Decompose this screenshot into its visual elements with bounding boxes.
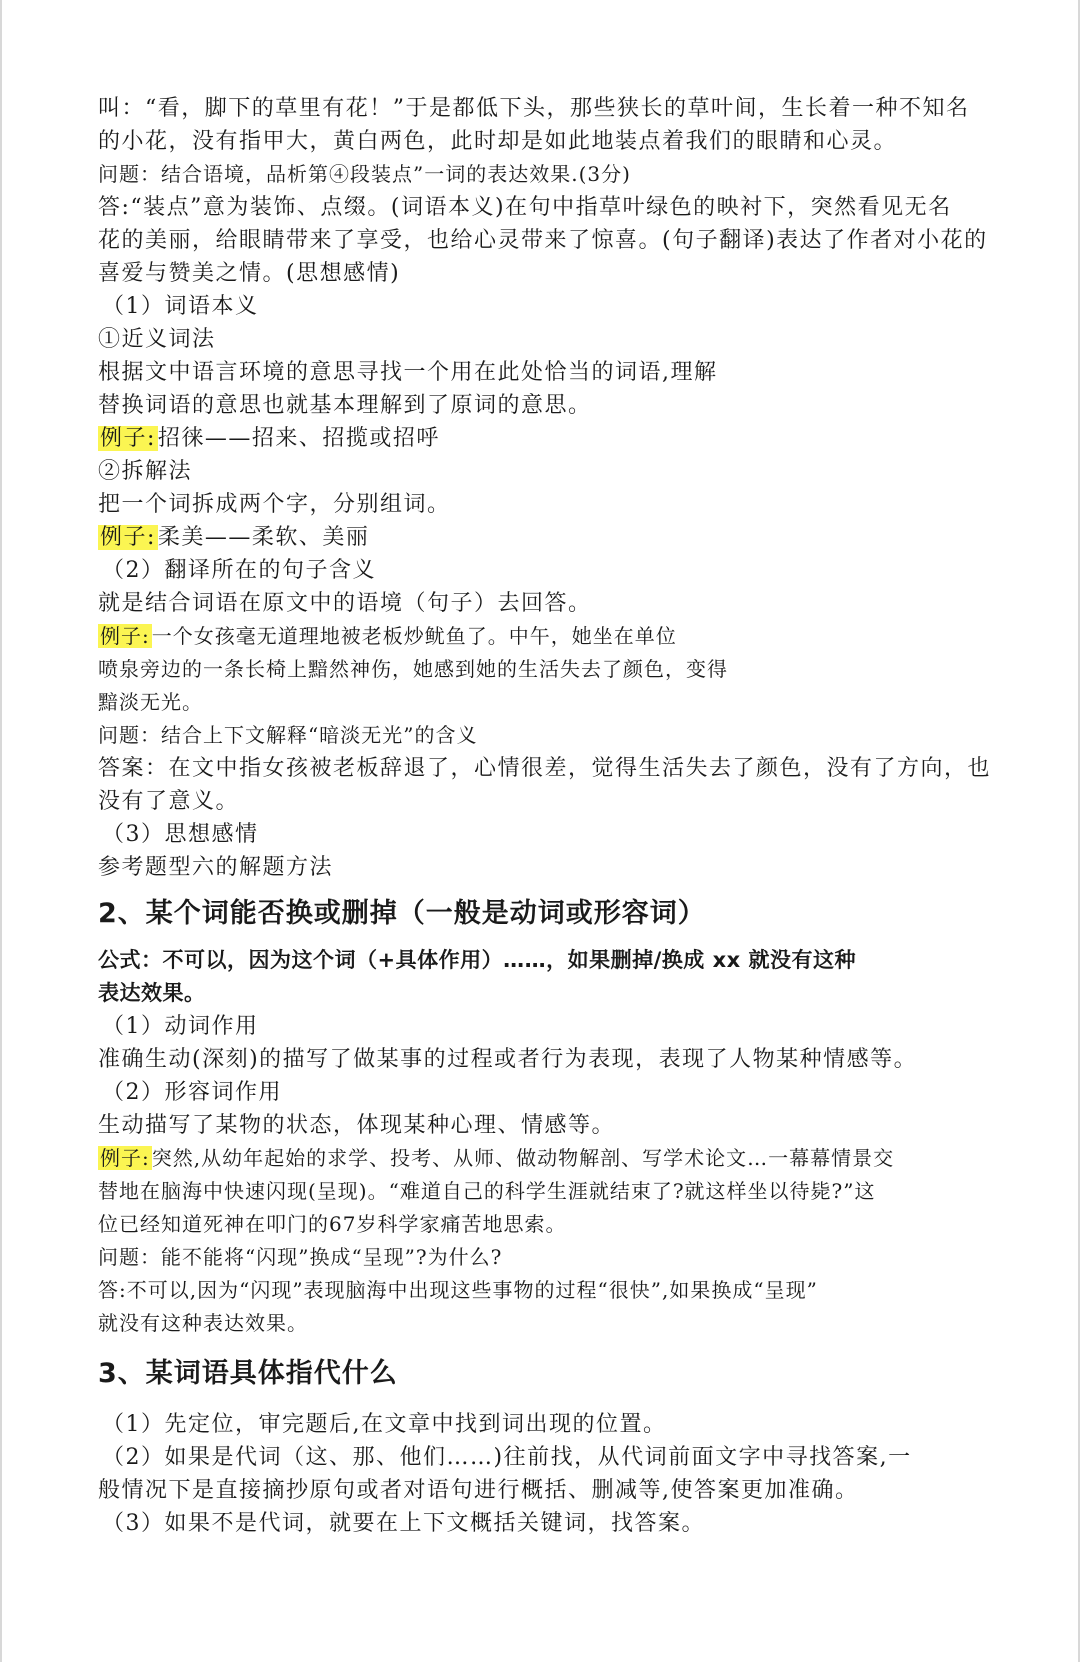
answer-line: 答:“装点”意为装饰、点缀。(词语本义)在句中指草叶绿色的映衬下，突然看见无名 bbox=[98, 195, 952, 220]
example-line: 黯淡无光。 bbox=[98, 690, 203, 714]
answer-line: 没有了意义。 bbox=[98, 789, 240, 814]
list-item: （2）如果是代词（这、那、他们……)往前找，从代词前面文字中寻找答案,一 bbox=[102, 1445, 912, 1470]
question-text: 问题：结合上下文解释“暗淡无光”的含义 bbox=[98, 723, 478, 747]
example-line: 位已经知道死神在叩门的67岁科学家痛苦地思索。 bbox=[98, 1212, 567, 1236]
example-line bbox=[98, 620, 990, 653]
example-line: 喷泉旁边的一条长椅上黯然神伤，她感到她的生活失去了颜色，变得 bbox=[98, 657, 728, 681]
subheading-verb: （1）动词作用 bbox=[102, 1014, 259, 1039]
example-highlight-label: 例子: bbox=[100, 525, 156, 550]
example-highlight-label: 例子: bbox=[100, 1146, 150, 1170]
example-line bbox=[98, 521, 990, 554]
example-text: 招徕——招来、招揽或招呼 bbox=[157, 426, 440, 451]
passage-line: 叫：“看，脚下的草里有花！”于是都低下头，那些狭长的草叶间，生长着一种不知名 bbox=[98, 96, 970, 121]
list-item: （3）如果不是代词，就要在上下文概括关键词，找答案。 bbox=[102, 1511, 705, 1536]
answer-line: 答案：在文中指女孩被老板辞退了，心情很差，觉得生活失去了颜色，没有了方向，也 bbox=[98, 756, 992, 781]
document-content bbox=[98, 92, 990, 1540]
list-item: 般情况下是直接摘抄原句或者对语句进行概括、删减等,使答案更加准确。 bbox=[98, 1478, 859, 1503]
section-2-title: 2、某个词能否换或删掉（一般是动词或形容词） bbox=[98, 898, 706, 929]
example-highlight-label: 例子: bbox=[100, 624, 150, 648]
subheading-word-meaning: （1）词语本义 bbox=[102, 294, 259, 319]
formula-line: 表达效果。 bbox=[98, 981, 206, 1005]
example-line: 替地在脑海中快速闪现(呈现)。“难道自己的科学生涯就结束了?就这样坐以待毙?”这 bbox=[98, 1179, 876, 1203]
adjective-desc: 生动描写了某物的状态，体现某种心理、情感等。 bbox=[98, 1113, 616, 1138]
section-desc: 参考题型六的解题方法 bbox=[98, 855, 334, 880]
subheading-adjective: （2）形容词作用 bbox=[102, 1080, 282, 1105]
example-text: 柔美——柔软、美丽 bbox=[157, 525, 370, 550]
example-line bbox=[98, 422, 990, 455]
example-highlight-label: 例子: bbox=[100, 426, 156, 451]
formula-line: 公式：不可以，因为这个词（+具体作用）……，如果删掉/换成 xx 就没有这种 bbox=[98, 948, 856, 972]
section-3-title: 3、某词语具体指代什么 bbox=[98, 1358, 398, 1389]
answer-line: 就没有这种表达效果。 bbox=[98, 1311, 308, 1335]
answer-line: 喜爱与赞美之情。(思想感情) bbox=[98, 261, 401, 286]
method-synonym-title: ①近义词法 bbox=[98, 327, 216, 352]
question-text: 问题：能不能将“闪现”换成“呈现”?为什么? bbox=[98, 1245, 503, 1269]
verb-desc: 准确生动(深刻)的描写了做某事的过程或者行为表现，表现了人物某种情感等。 bbox=[98, 1047, 918, 1072]
subheading-emotion: （3）思想感情 bbox=[102, 822, 259, 847]
example-text: 突然,从幼年起始的求学、投考、从师、做动物解剖、写学术论文…一幕幕情景交 bbox=[151, 1146, 895, 1170]
example-line bbox=[98, 1142, 990, 1175]
answer-line: 花的美丽，给眼睛带来了享受，也给心灵带来了惊喜。(句子翻译)表达了作者对小花的 bbox=[98, 228, 988, 253]
method-split-desc: 把一个词拆成两个字，分别组词。 bbox=[98, 492, 451, 517]
method-split-title: ②拆解法 bbox=[98, 459, 193, 484]
list-item: （1）先定位，审完题后,在文章中找到词出现的位置。 bbox=[102, 1412, 667, 1437]
question-text: 问题：结合语境，品析第④段装点”一词的表达效果.(3分) bbox=[98, 162, 631, 186]
subheading-sentence-meaning: （2）翻译所在的句子含义 bbox=[102, 558, 376, 583]
example-text: 一个女孩毫无道理地被老板炒鱿鱼了。中午，她坐在单位 bbox=[151, 624, 677, 648]
answer-line: 答:不可以,因为“闪现”表现脑海中出现这些事物的过程“很快”,如果换成“呈现” bbox=[98, 1278, 818, 1302]
section-desc: 就是结合词语在原文中的语境（句子）去回答。 bbox=[98, 591, 592, 616]
method-synonym-desc: 根据文中语言环境的意思寻找一个用在此处恰当的词语,理解 bbox=[98, 360, 718, 385]
passage-line: 的小花，没有指甲大，黄白两色，此时却是如此地装点着我们的眼睛和心灵。 bbox=[98, 129, 898, 154]
method-synonym-desc: 替换词语的意思也就基本理解到了原词的意思。 bbox=[98, 393, 592, 418]
